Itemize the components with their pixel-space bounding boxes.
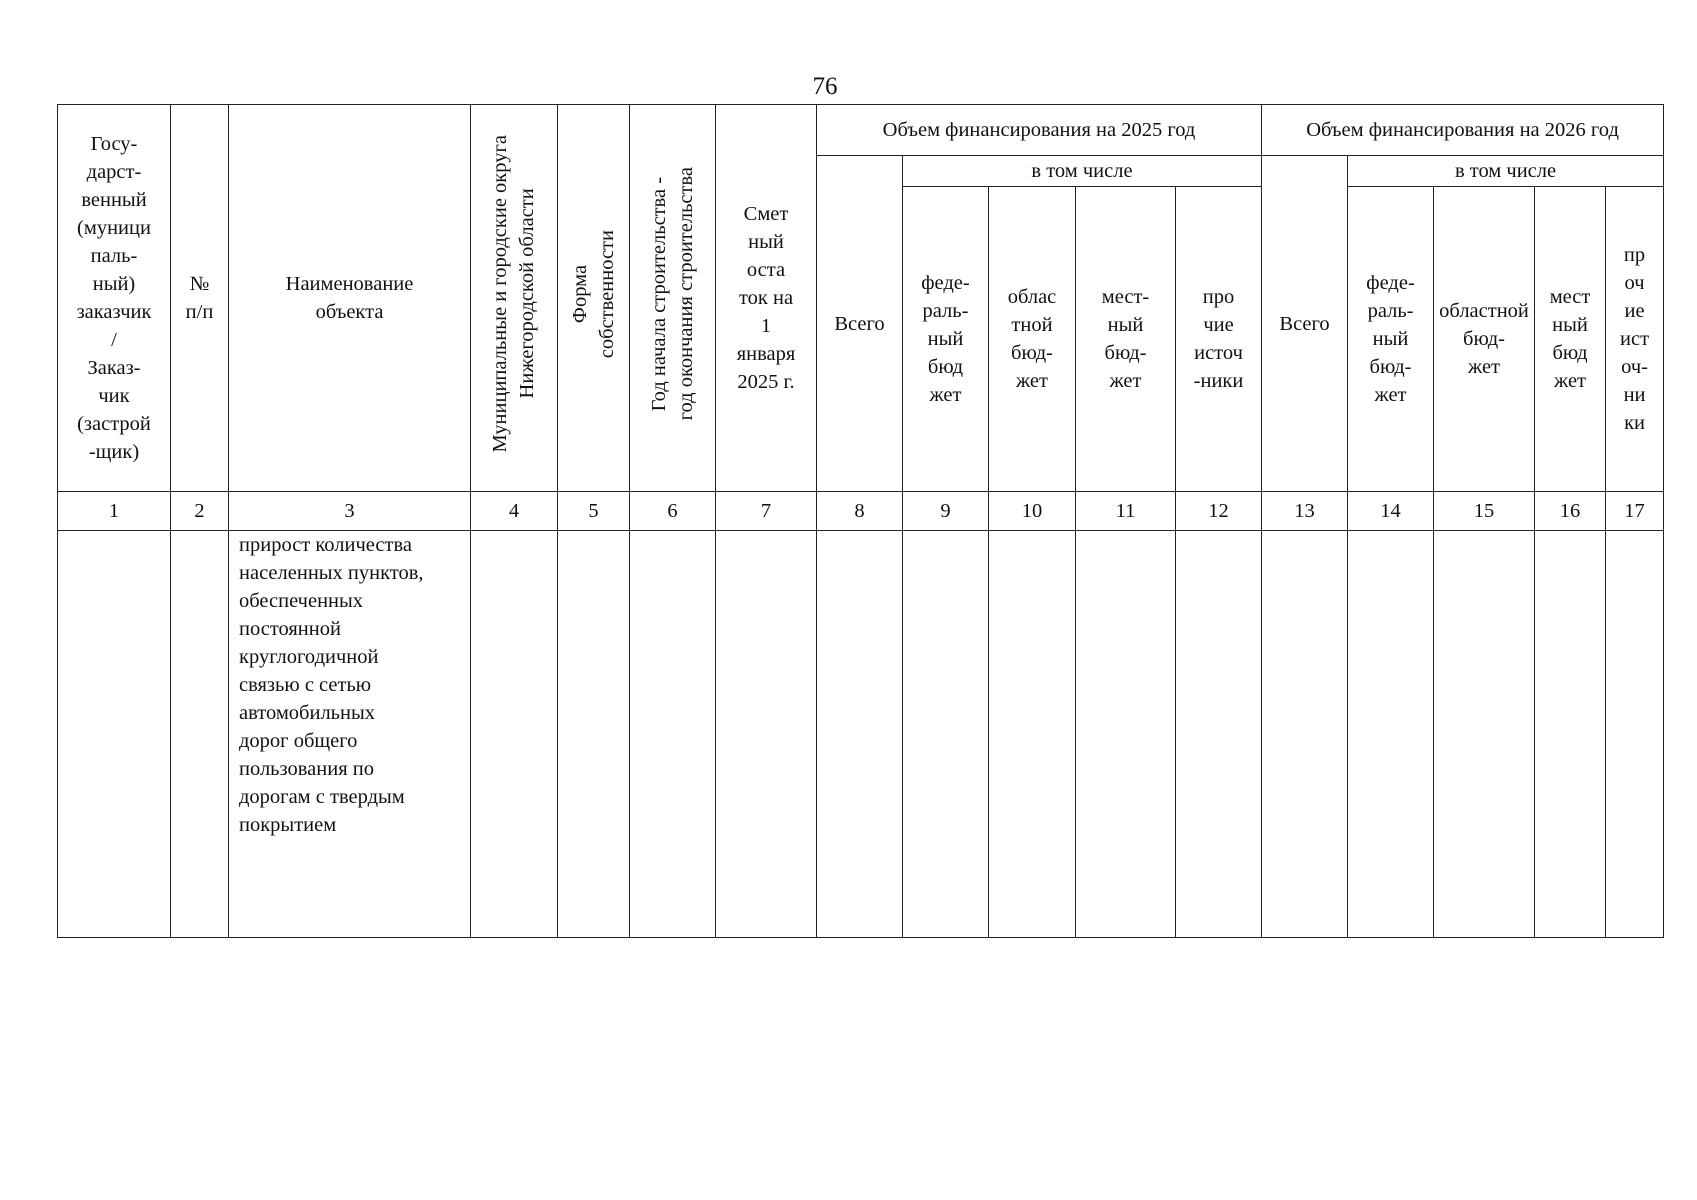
column-number: 11 — [1076, 492, 1176, 531]
header-2026-local: мест ный бюд жет — [1535, 187, 1606, 492]
header-2026-including: в том числе — [1348, 156, 1664, 187]
cell-municipalities — [471, 531, 558, 938]
cell-2026-total — [1262, 531, 1348, 938]
header-municipalities-text: Муниципальные и городские округа Нижегородской области — [489, 135, 538, 453]
cell-2025-total — [817, 531, 903, 938]
column-number: 7 — [716, 492, 817, 531]
header-2026-regional: областной бюд- жет — [1434, 187, 1535, 492]
column-number: 2 — [171, 492, 229, 531]
investment-table — [57, 104, 1664, 938]
column-number: 15 — [1434, 492, 1535, 531]
table-row — [58, 531, 1664, 938]
header-construction-years-text: Год начала строительства - год окончания строительства — [647, 167, 697, 421]
column-number: 14 — [1348, 492, 1434, 531]
header-2026-total: Всего — [1262, 156, 1348, 492]
column-number-row — [58, 492, 1664, 531]
cell-2025-federal — [903, 531, 989, 938]
header-2025-total: Всего — [817, 156, 903, 492]
header-ownership — [558, 105, 630, 492]
cell-customer — [58, 531, 171, 938]
header-municipalities — [471, 105, 558, 492]
column-number: 12 — [1176, 492, 1262, 531]
cell-estimate-balance — [716, 531, 817, 938]
header-2025-regional: облас тной бюд- жет — [989, 187, 1076, 492]
header-number: № п/п — [171, 105, 229, 492]
cell-2026-regional — [1434, 531, 1535, 938]
cell-2026-federal — [1348, 531, 1434, 938]
column-number: 6 — [630, 492, 716, 531]
column-number: 4 — [471, 492, 558, 531]
column-number: 9 — [903, 492, 989, 531]
cell-2026-local — [1535, 531, 1606, 938]
header-ownership-text: Форма собственности — [568, 229, 618, 359]
header-object-name: Наименование объекта — [229, 105, 471, 492]
header-2026-other: пр оч ие ист оч- ни ки — [1606, 187, 1664, 492]
cell-2025-regional — [989, 531, 1076, 938]
column-number: 5 — [558, 492, 630, 531]
column-number: 3 — [229, 492, 471, 531]
column-number: 16 — [1535, 492, 1606, 531]
header-2025-including: в том числе — [903, 156, 1262, 187]
cell-object-name: прирост количества населенных пунктов, обеспеченных постоянной круглогодичной связью с сетью автомобильных дорог общего пользования по дорогам с твердым покрытием — [229, 531, 471, 938]
cell-ownership — [558, 531, 630, 938]
header-2025-other: про чие источ -ники — [1176, 187, 1262, 492]
header-customer: Госу- дарст- венный (муници паль- ный) заказчик / Заказ- чик (застрой -щик) — [58, 105, 171, 492]
column-number: 10 — [989, 492, 1076, 531]
cell-2025-local — [1076, 531, 1176, 938]
header-2025-local: мест- ный бюд- жет — [1076, 187, 1176, 492]
header-estimate-balance: Смет ный оста ток на 1 января 2025 г. — [716, 105, 817, 492]
cell-number — [171, 531, 229, 938]
cell-2025-other — [1176, 531, 1262, 938]
page-number: 76 — [812, 73, 838, 100]
cell-construction-years — [630, 531, 716, 938]
header-2026-federal: феде- раль- ный бюд- жет — [1348, 187, 1434, 492]
header-construction-years — [630, 105, 716, 492]
header-financing-2025: Объем финансирования на 2025 год — [817, 105, 1262, 156]
column-number: 8 — [817, 492, 903, 531]
header-financing-2026: Объем финансирования на 2026 год — [1262, 105, 1664, 156]
column-number: 1 — [58, 492, 171, 531]
header-2025-federal: феде- раль- ный бюд жет — [903, 187, 989, 492]
column-number: 17 — [1606, 492, 1664, 531]
column-number: 13 — [1262, 492, 1348, 531]
cell-2026-other — [1606, 531, 1664, 938]
